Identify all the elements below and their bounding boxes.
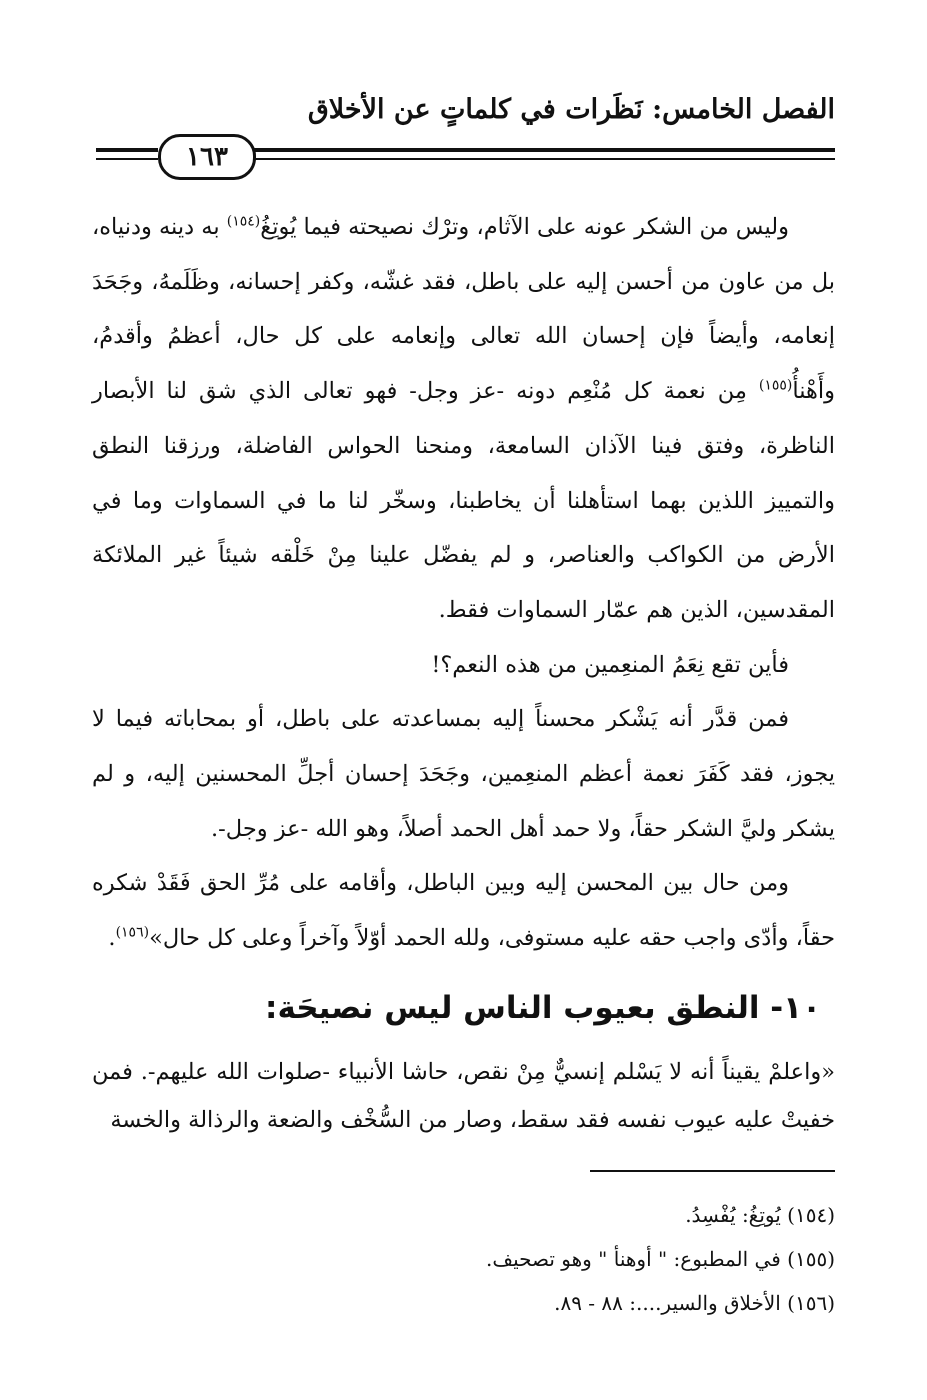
paragraph-1 [92, 200, 835, 638]
paragraph-4-part-a: ومن حال بين المحسن إليه وبين الباطل، وأقامه على مُرِّ الحق فَقَدْ شكره حقاً، وأدّى واجب حقه عليه مستوفى، ولله الحمد أوّلاً وآخراً وعلى كل حال» [92, 870, 835, 952]
paragraph-4-part-b: . [108, 925, 116, 952]
body-text [92, 200, 835, 1144]
paragraph-1-part-a: وليس من الشكر عونه على الآثام، وترْك نصيحته فيما يُوتِغُ [260, 214, 789, 240]
footnote-156: (١٥٦) الأخلاق والسير....: ٨٨ - ٨٩. [554, 1291, 835, 1315]
header-rule-right-bottom [252, 158, 835, 160]
paragraph-4 [92, 856, 835, 965]
footnotes [300, 1193, 835, 1325]
footnote-154: (١٥٤) يُوتِغُ: يُفْسِدُ. [685, 1203, 835, 1227]
header-rule-left-top [96, 148, 158, 152]
header-rule-right-top [252, 148, 835, 152]
paragraph-3: فمن قدَّر أنه يَشْكر محسناً إليه بمساعدته على باطل، أو بمحاباته فيما لا يجوز، فقد كَفَرَ نعمة أعظم المنعِمين، وجَحَدَ إحسان أجلِّ المحسنين إليه، و لم يشكر وليَّ الشكر حقاً، ولا حمد أهل الحمد أصلاً، وهو الله -عز وجل-. [92, 706, 835, 842]
page-number-badge: ١٦٣ [158, 134, 256, 180]
paragraph-5: «واعلمْ يقيناً أنه لا يَسْلم إنسيٌّ مِنْ نقص، حاشا الأنبياء -صلوات الله عليهم-. فمن خفيتْ عليه عيوب نفسه فقد سقط، وصار من السُّخْف والضعة والرذالة والخسة [92, 1058, 835, 1133]
footnote-ref-154[interactable]: (١٥٤) [226, 213, 261, 230]
footnote-separator [590, 1170, 835, 1172]
footnote-ref-156[interactable]: (١٥٦) [115, 924, 150, 941]
paragraph-1-part-c: مِن نعمة كل مُنْعِم دونه -عز وجل- فهو تعالى الذي شق لنا الأبصار الناظرة، وفتق فينا الآذان السامعة، ومنحنا الحواس الفاضلة، ورزقنا النطق والتمييز اللذين بهما استأهلنا أن يخاطبنا، وسخّر لنا ما في السماوات وما في الأرض من الكواكب والعناصر، و لم يفضّل علينا مِنْ خَلْقه شيئاً غير الملائكة المقدسين، الذين هم عمّار السماوات فقط. [92, 378, 835, 623]
paragraph-2: فأين تقع نِعَمُ المنعِمين من هذه النعم؟! [431, 651, 789, 678]
header-rule-left-bottom [96, 158, 158, 160]
paragraph-1-part-b: به دينه ودنياه، بل من عاون من أحسن إليه على باطل، فقد غشّه، وكفر إحسانه، وظَلَمهُ، وجَحَدَ إنعامه، وأيضاً فإن إحسان الله تعالى وإنعامه على كل حال، أعظمُ وأقدمُ، وأَهْنأُ [92, 214, 835, 405]
footnote-155: (١٥٥) في المطبوع: " أوهنأ " وهو تصحيف. [486, 1247, 835, 1271]
section-heading: ١٠- النطق بعيوب الناس ليس نصيحَة: [265, 989, 821, 1026]
running-header-title: الفصل الخامس: نَظَرات في كلماتٍ عن الأخلاق [307, 94, 835, 125]
footnote-ref-155[interactable]: (١٥٥) [758, 377, 793, 394]
